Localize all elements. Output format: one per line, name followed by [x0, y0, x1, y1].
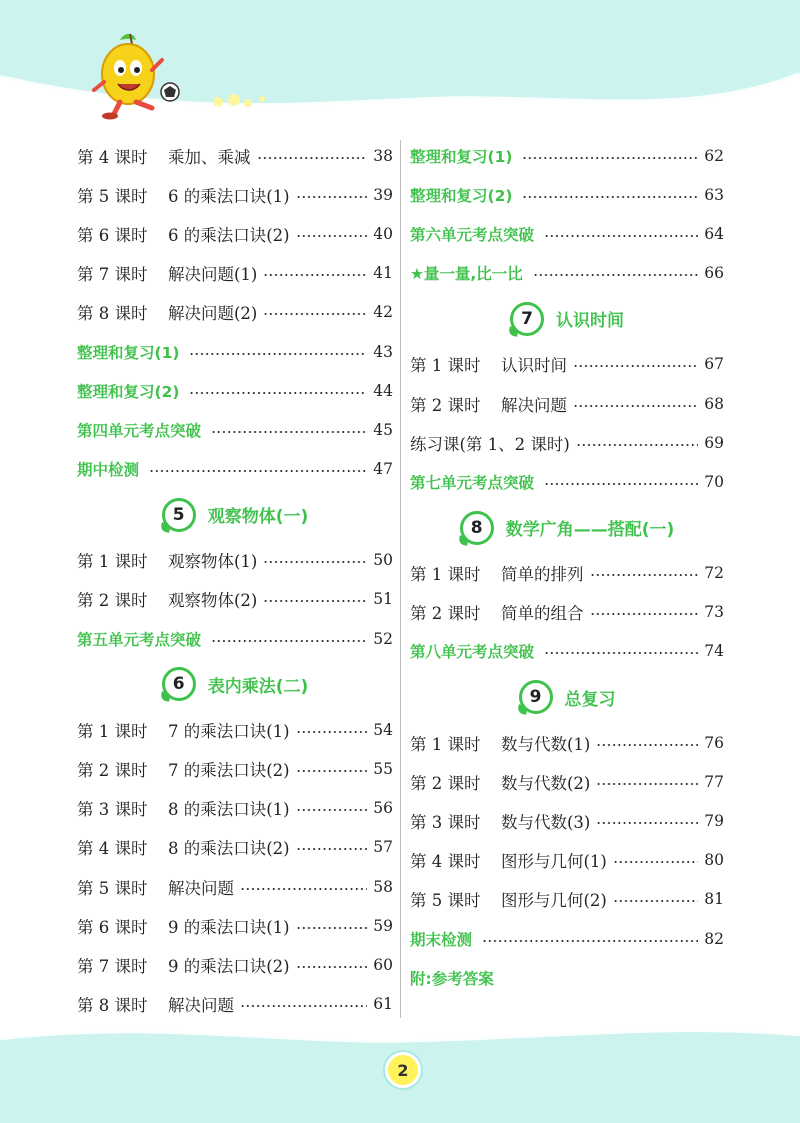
entry-label — [77, 953, 290, 977]
entry-label: 第五单元考点突破 — [77, 630, 202, 649]
entry-label — [77, 914, 290, 938]
toc-lesson-entry[interactable] — [77, 867, 393, 906]
entry-label — [410, 600, 584, 624]
leader-dots — [296, 235, 368, 237]
toc-section-entry[interactable] — [410, 214, 724, 253]
toc-lesson-entry[interactable] — [77, 175, 393, 214]
lesson-number: 第 1 课时 — [77, 552, 148, 572]
leader-dots — [296, 848, 368, 850]
lesson-topic: 图形与几何(2) — [501, 891, 607, 911]
toc-lesson-entry[interactable] — [410, 762, 724, 801]
toc-lesson-entry[interactable] — [77, 136, 393, 175]
lesson-topic: 6 的乘法口诀(2) — [168, 225, 290, 245]
toc-section-entry[interactable] — [77, 619, 393, 658]
page-ref: 38 — [373, 146, 393, 165]
unit-title: 表内乘法(二) — [207, 676, 309, 697]
page-ref: 39 — [373, 185, 393, 204]
entry-label — [410, 887, 607, 911]
lesson-topic: 数与代数(1) — [501, 734, 591, 754]
lesson-number: 第 2 课时 — [77, 761, 148, 781]
page-ref: 73 — [704, 603, 724, 622]
entry-label — [77, 875, 234, 899]
page-ref: 74 — [704, 642, 724, 661]
leader-dots — [263, 313, 367, 315]
leader-dots — [544, 235, 698, 237]
leader-dots — [482, 940, 698, 942]
unit-title: 认识时间 — [556, 311, 624, 332]
lesson-number: 第 4 课时 — [77, 147, 148, 167]
entry-label: 整理和复习(1) — [410, 147, 513, 166]
lesson-number: 第 6 课时 — [77, 917, 148, 937]
leader-dots — [596, 822, 698, 824]
toc-lesson-entry[interactable] — [410, 723, 724, 762]
lesson-topic: 观察物体(1) — [168, 552, 258, 572]
entry-label: 期末检测 — [410, 930, 473, 949]
lesson-topic: 解决问题 — [168, 878, 234, 898]
toc-lesson-entry[interactable] — [77, 293, 393, 332]
unit-title: 总复习 — [564, 689, 616, 710]
page-ref: 54 — [373, 720, 393, 739]
entry-label — [77, 757, 290, 781]
lesson-number: 第 3 课时 — [77, 800, 148, 820]
unit-title: 观察物体(一) — [207, 507, 309, 528]
leader-dots — [596, 783, 698, 785]
lesson-number: 第 2 课时 — [410, 604, 481, 624]
entry-label — [410, 731, 590, 755]
toc-lesson-entry[interactable] — [77, 749, 393, 788]
leader-dots — [296, 731, 368, 733]
lesson-topic: 解决问题 — [168, 996, 234, 1016]
entry-label — [77, 144, 251, 168]
leader-dots — [596, 744, 698, 746]
entry-label — [410, 352, 567, 376]
page-ref: 79 — [704, 812, 724, 831]
toc-section-entry[interactable] — [77, 450, 393, 489]
leader-dots — [613, 861, 698, 863]
leader-dots — [257, 157, 368, 159]
lesson-topic: 认识时间 — [501, 356, 567, 376]
unit-heading — [77, 658, 393, 710]
entry-label: 附:参考答案 — [410, 969, 494, 988]
page-ref: 68 — [704, 394, 724, 413]
lesson-topic: 7 的乘法口诀(2) — [168, 761, 290, 781]
entry-label: 期中检测 — [77, 461, 140, 480]
unit-number-badge: 6 — [162, 667, 196, 701]
entry-label: 练习课(第 1、2 课时) — [410, 434, 570, 454]
toc-section-entry[interactable] — [410, 136, 724, 175]
toc-lesson-entry[interactable] — [410, 801, 724, 840]
lesson-topic: 解决问题 — [501, 395, 567, 415]
lesson-topic: 数与代数(3) — [501, 813, 591, 833]
leader-dots — [573, 365, 698, 367]
page-ref: 47 — [373, 460, 393, 479]
lesson-number: 第 5 课时 — [77, 186, 148, 206]
page-ref: 52 — [373, 629, 393, 648]
unit-heading — [410, 502, 724, 554]
entry-label — [77, 992, 234, 1016]
leader-dots — [149, 470, 367, 472]
unit-heading — [410, 293, 724, 345]
toc-lesson-entry[interactable] — [77, 985, 393, 1024]
entry-label: 整理和复习(2) — [410, 186, 513, 205]
lesson-topic: 9 的乘法口诀(2) — [168, 956, 290, 976]
lesson-topic: 解决问题(1) — [168, 265, 258, 285]
lesson-number: 第 6 课时 — [77, 225, 148, 245]
lesson-topic: 8 的乘法口诀(2) — [168, 839, 290, 859]
toc-section-entry[interactable] — [410, 254, 724, 293]
page-ref: 77 — [704, 772, 724, 791]
toc-section-entry[interactable] — [410, 919, 724, 958]
entry-label — [77, 796, 290, 820]
page-ref: 60 — [373, 955, 393, 974]
leader-dots — [544, 652, 698, 654]
entry-label — [77, 261, 257, 285]
unit-heading — [77, 489, 393, 541]
leader-dots — [240, 1005, 367, 1007]
page-ref: 58 — [373, 877, 393, 896]
page-ref: 56 — [373, 799, 393, 818]
entry-label — [77, 548, 257, 572]
toc-lesson-entry[interactable] — [77, 945, 393, 984]
page-ref: 51 — [373, 590, 393, 609]
toc-section-entry[interactable] — [77, 410, 393, 449]
leader-dots — [576, 444, 698, 446]
entry-label — [77, 300, 257, 324]
leader-dots — [544, 483, 698, 485]
page-ref: 80 — [704, 851, 724, 870]
lesson-number: 第 4 课时 — [77, 839, 148, 859]
entry-label — [410, 770, 590, 794]
unit-number-badge: 7 — [510, 302, 544, 336]
entry-label — [410, 561, 584, 585]
toc-lesson-entry[interactable] — [77, 828, 393, 867]
lesson-topic: 解决问题(2) — [168, 304, 258, 324]
toc-lesson-entry[interactable] — [77, 789, 393, 828]
toc-lesson-entry[interactable] — [410, 345, 724, 384]
entry-label — [77, 587, 257, 611]
page-ref: 59 — [373, 916, 393, 935]
page-ref: 76 — [704, 733, 724, 752]
entry-label: 整理和复习(2) — [77, 382, 180, 401]
entry-label: 第四单元考点突破 — [77, 421, 202, 440]
lesson-number: 第 5 课时 — [410, 891, 481, 911]
lesson-number: 第 3 课时 — [410, 813, 481, 833]
toc-lesson-entry[interactable] — [77, 580, 393, 619]
entry-label: 第八单元考点突破 — [410, 643, 535, 662]
lesson-number: 第 2 课时 — [410, 773, 481, 793]
unit-number-badge: 8 — [460, 511, 494, 545]
page-ref: 44 — [373, 381, 393, 400]
leader-dots — [533, 274, 698, 276]
toc-section-entry[interactable] — [410, 175, 724, 214]
lesson-number: 第 7 课时 — [77, 956, 148, 976]
toc-lesson-entry[interactable] — [410, 841, 724, 880]
page-ref: 41 — [373, 264, 393, 283]
entry-label: 整理和复习(1) — [77, 343, 180, 362]
leader-dots — [590, 613, 699, 615]
page-ref: 82 — [704, 929, 724, 948]
entry-label — [410, 392, 567, 416]
page-ref: 57 — [373, 838, 393, 857]
toc-section-entry[interactable] — [410, 632, 724, 671]
page-ref: 72 — [704, 564, 724, 583]
entry-label: 第七单元考点突破 — [410, 473, 535, 492]
entry-label — [77, 183, 290, 207]
page-ref: 81 — [704, 890, 724, 909]
leader-dots — [211, 640, 367, 642]
page-ref: 63 — [704, 185, 724, 204]
leader-dots — [296, 927, 368, 929]
lesson-number: 第 5 课时 — [77, 878, 148, 898]
page-ref: 45 — [373, 420, 393, 439]
lesson-number: 第 2 课时 — [410, 395, 481, 415]
leader-dots — [296, 966, 368, 968]
toc-lesson-entry[interactable] — [77, 541, 393, 580]
entry-label — [410, 848, 607, 872]
leader-dots — [263, 274, 367, 276]
leader-dots — [263, 561, 367, 563]
page-ref: 61 — [373, 995, 393, 1014]
toc-right-column — [410, 136, 724, 997]
lesson-number: 第 4 课时 — [410, 852, 481, 872]
leader-dots — [296, 809, 368, 811]
lesson-number: 第 2 课时 — [77, 591, 148, 611]
lesson-topic: 数与代数(2) — [501, 773, 591, 793]
lesson-topic: 8 的乘法口诀(1) — [168, 800, 290, 820]
lesson-number: 第 8 课时 — [77, 304, 148, 324]
toc-section-entry[interactable] — [77, 371, 393, 410]
toc-lesson-entry[interactable] — [410, 593, 724, 632]
page-ref: 43 — [373, 342, 393, 361]
leader-dots — [296, 770, 368, 772]
toc-section-entry[interactable] — [410, 462, 724, 501]
leader-dots — [263, 600, 367, 602]
entry-label — [77, 222, 290, 246]
lemon-mascot-icon — [90, 30, 190, 120]
toc-lesson-entry[interactable] — [410, 880, 724, 919]
entry-label: ★量一量,比一比 — [410, 265, 523, 284]
toc-lesson-entry[interactable] — [77, 254, 393, 293]
lesson-number: 第 7 课时 — [77, 265, 148, 285]
lesson-number: 第 1 课时 — [410, 565, 481, 585]
page-ref: 40 — [373, 224, 393, 243]
column-divider — [400, 140, 401, 1018]
leader-dots — [590, 574, 699, 576]
lesson-topic: 乘加、乘减 — [168, 147, 251, 167]
toc-lesson-entry[interactable] — [410, 384, 724, 423]
page-ref: 64 — [704, 224, 724, 243]
entry-label — [410, 809, 590, 833]
toc-section-entry[interactable] — [77, 332, 393, 371]
leader-dots — [189, 392, 367, 394]
toc-lesson-entry[interactable] — [410, 554, 724, 593]
toc-lesson-entry[interactable] — [77, 906, 393, 945]
unit-number-badge: 9 — [519, 680, 553, 714]
page-ref: 50 — [373, 551, 393, 570]
unit-number-badge: 5 — [162, 498, 196, 532]
lesson-topic: 图形与几何(1) — [501, 852, 607, 872]
unit-heading — [410, 671, 724, 723]
lesson-number: 第 1 课时 — [77, 721, 148, 741]
lesson-topic: 简单的排列 — [501, 565, 584, 585]
page-ref: 69 — [704, 433, 724, 452]
toc-lesson-entry[interactable] — [77, 214, 393, 253]
leader-dots — [522, 157, 698, 159]
leader-dots — [240, 888, 367, 890]
page-number-badge: 2 — [385, 1052, 421, 1088]
page-ref: 70 — [704, 472, 724, 491]
lesson-number: 第 1 课时 — [410, 356, 481, 376]
leader-dots — [189, 353, 367, 355]
leader-dots — [522, 196, 698, 198]
toc-left-column — [77, 136, 393, 1024]
lesson-topic: 9 的乘法口诀(1) — [168, 917, 290, 937]
lesson-topic: 7 的乘法口诀(1) — [168, 721, 290, 741]
page-ref: 62 — [704, 146, 724, 165]
unit-title: 数学广角——搭配(一) — [505, 520, 675, 540]
leader-dots — [211, 431, 367, 433]
page-ref: 55 — [373, 760, 393, 779]
lesson-topic: 简单的组合 — [501, 604, 584, 624]
entry-label — [77, 718, 290, 742]
lesson-number: 第 1 课时 — [410, 734, 481, 754]
toc-section-entry[interactable] — [410, 958, 724, 997]
page-ref: 66 — [704, 264, 724, 283]
toc-lesson-entry[interactable] — [77, 710, 393, 749]
toc-lesson-entry[interactable] — [410, 423, 724, 462]
page-ref: 67 — [704, 355, 724, 374]
lesson-topic: 观察物体(2) — [168, 591, 258, 611]
entry-label — [77, 835, 290, 859]
leader-dots — [296, 196, 368, 198]
page-ref: 42 — [373, 303, 393, 322]
leader-dots — [613, 900, 698, 902]
lesson-number: 第 8 课时 — [77, 996, 148, 1016]
lesson-topic: 6 的乘法口诀(1) — [168, 186, 290, 206]
entry-label: 第六单元考点突破 — [410, 225, 535, 244]
leader-dots — [573, 405, 698, 407]
